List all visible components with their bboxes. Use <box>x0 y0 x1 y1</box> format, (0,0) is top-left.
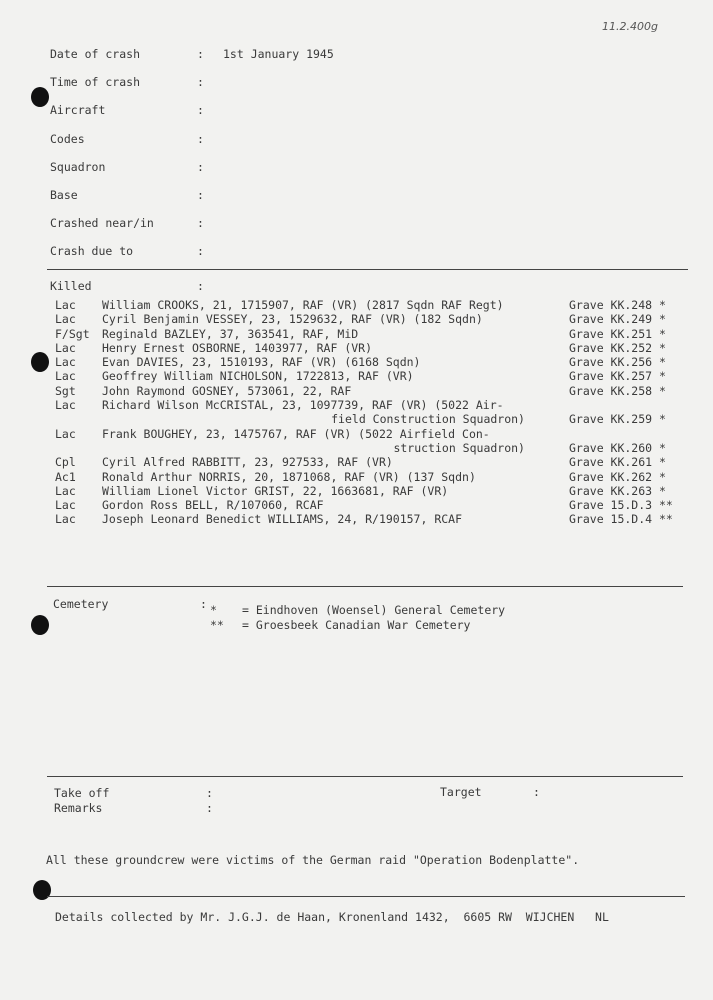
person-details-continued: field Construction Squadron) <box>331 412 525 427</box>
killed-entry <box>0 312 713 326</box>
legend-mark: ** <box>210 618 224 632</box>
grave: Grave KK.252 * <box>569 340 666 355</box>
person-details: Gordon Ross BELL, R/107060, RCAF <box>102 498 324 513</box>
killed-entry <box>0 369 713 383</box>
killed-entry <box>0 484 713 498</box>
field-label: Codes <box>50 131 85 146</box>
colon: : <box>197 188 204 202</box>
rank: Lac <box>55 298 76 312</box>
rank: Lac <box>55 426 76 441</box>
rank: Cpl <box>55 455 76 470</box>
colon: : <box>197 216 204 231</box>
killed-entry <box>0 298 713 312</box>
legend-text: = Groesbeek Canadian War Cemetery <box>242 618 471 632</box>
person-details: Evan DAVIES, 23, 1510193, RAF (VR) (6168 Sqdn) <box>102 355 421 370</box>
colon: : <box>206 801 213 815</box>
colon: : <box>197 131 204 146</box>
rank: Lac <box>55 498 76 513</box>
colon: : <box>197 244 204 259</box>
punch-hole <box>31 87 49 107</box>
grave: Grave KK.248 * <box>569 298 666 312</box>
grave: Grave 15.D.4 ** <box>569 512 673 527</box>
punch-hole <box>31 615 49 635</box>
field-label: Crash due to <box>50 244 134 259</box>
killed-entry <box>0 512 713 526</box>
colon: : <box>197 159 204 174</box>
remarks-note: All these groundcrew were victims of the German raid "Operation Bodenplatte". <box>46 853 580 867</box>
field-label: Crashed near/in <box>50 216 154 231</box>
killed-entry <box>0 355 713 369</box>
person-details: John Raymond GOSNEY, 573061, 22, RAF <box>102 383 352 398</box>
killed-entry <box>0 398 713 412</box>
field-label: Squadron <box>50 159 106 174</box>
person-details: Henry Ernest OSBORNE, 1403977, RAF (VR) <box>102 340 373 355</box>
field-label: Aircraft <box>50 103 106 118</box>
grave: Grave KK.261 * <box>569 455 666 470</box>
killed-entry-continued <box>0 412 713 426</box>
colon: : <box>533 785 540 799</box>
legend-text: = Eindhoven (Woensel) General Cemetery <box>242 603 506 617</box>
killed-entry <box>0 384 713 398</box>
rank: Lac <box>55 483 76 498</box>
divider <box>47 896 685 897</box>
rank: Lac <box>55 355 76 370</box>
rank: Lac <box>55 369 76 384</box>
killed-entry-continued <box>0 441 713 455</box>
handwritten-reference: 11.2.400g <box>602 20 658 33</box>
rank: Ac1 <box>55 469 76 484</box>
killed-entry <box>0 327 713 341</box>
grave: Grave KK.249 * <box>569 312 666 327</box>
grave: Grave KK.257 * <box>569 369 666 384</box>
rank: F/Sgt <box>55 326 90 341</box>
field-label: Date of crash <box>50 47 141 61</box>
person-details-continued: struction Squadron) <box>393 440 525 455</box>
target-label: Target <box>440 785 482 799</box>
killed-entry <box>0 470 713 484</box>
colon: : <box>197 47 204 61</box>
take-off-label: Take off <box>54 786 110 800</box>
field-value: 1st January 1945 <box>223 47 334 61</box>
colon: : <box>200 597 207 611</box>
person-details: Cyril Alfred RABBITT, 23, 927533, RAF (VR) <box>102 455 393 470</box>
rank: Lac <box>55 398 76 413</box>
grave: Grave 15.D.3 ** <box>569 498 673 513</box>
grave: Grave KK.262 * <box>569 469 666 484</box>
person-details: Cyril Benjamin VESSEY, 23, 1529632, RAF (VR) (182 Sqdn) <box>102 312 483 327</box>
rank: Lac <box>55 340 76 355</box>
remarks-label: Remarks <box>54 801 103 815</box>
killed-label: Killed <box>50 279 92 293</box>
field-label: Base <box>50 188 78 202</box>
killed-entry <box>0 427 713 441</box>
killed-entry <box>0 498 713 512</box>
grave: Grave KK.263 * <box>569 483 666 498</box>
grave: Grave KK.258 * <box>569 383 666 398</box>
cemetery-label: Cemetery <box>53 597 109 611</box>
grave: Grave KK.259 * <box>569 412 666 427</box>
person-details: William CROOKS, 21, 1715907, RAF (VR) (2817 Sqdn RAF Regt) <box>102 298 504 312</box>
field-label: Time of crash <box>50 75 141 90</box>
grave: Grave KK.251 * <box>569 326 666 341</box>
grave: Grave KK.256 * <box>569 355 666 370</box>
person-details: Reginald BAZLEY, 37, 363541, RAF, MiD <box>102 326 359 341</box>
person-details: Richard Wilson McCRISTAL, 23, 1097739, RAF (VR) (5022 Air- <box>102 398 504 413</box>
person-details: William Lionel Victor GRIST, 22, 1663681, RAF (VR) <box>102 483 449 498</box>
rank: Sgt <box>55 383 76 398</box>
killed-list <box>0 298 713 527</box>
grave: Grave KK.260 * <box>569 440 666 455</box>
punch-hole <box>33 880 51 900</box>
footer-details: Details collected by Mr. J.G.J. de Haan, Kronenland 1432, 6605 RW WIJCHEN NL <box>55 910 609 924</box>
divider <box>47 776 683 777</box>
rank: Lac <box>55 312 76 327</box>
colon: : <box>197 103 204 118</box>
divider <box>47 269 688 270</box>
rank: Lac <box>55 512 76 527</box>
person-details: Frank BOUGHEY, 23, 1475767, RAF (VR) (5022 Airfield Con- <box>102 426 490 441</box>
colon: : <box>197 75 204 90</box>
killed-entry <box>0 455 713 469</box>
person-details: Ronald Arthur NORRIS, 20, 1871068, RAF (VR) (137 Sqdn) <box>102 469 476 484</box>
killed-entry <box>0 341 713 355</box>
divider <box>47 586 683 587</box>
colon: : <box>197 279 204 293</box>
legend-mark: * <box>210 603 217 617</box>
colon: : <box>206 786 213 800</box>
person-details: Geoffrey William NICHOLSON, 1722813, RAF (VR) <box>102 369 414 384</box>
person-details: Joseph Leonard Benedict WILLIAMS, 24, R/190157, RCAF <box>102 512 463 527</box>
